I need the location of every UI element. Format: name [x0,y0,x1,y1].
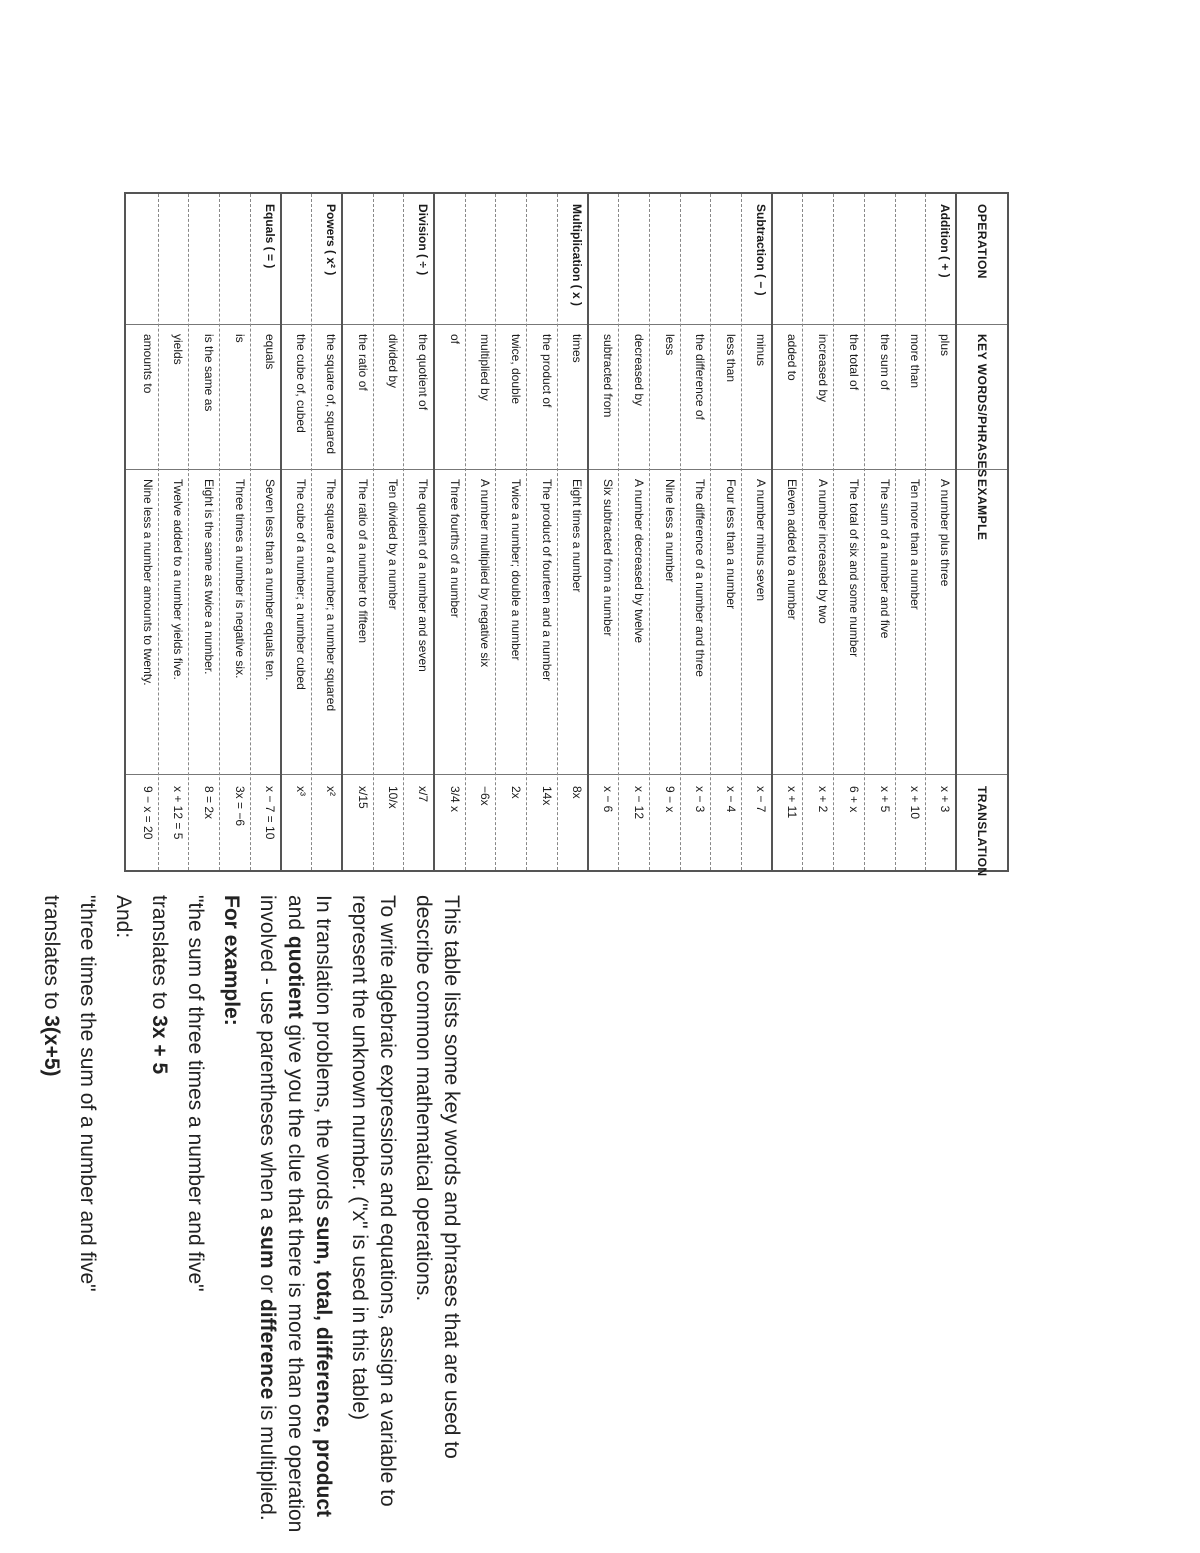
translation-cell: 10/x [386,786,401,809]
keyword-cell: increased by [816,334,831,403]
example-cell: A number minus seven [753,479,768,602]
translation-cell: x − 7 = 10 [262,786,277,840]
clue-keyword-difference: difference [256,1298,279,1400]
table-row [650,194,681,870]
example-one-quote: "the sum of three times a number and five" [184,895,207,1292]
table-row [159,194,190,870]
clue-text: is multiplied. [256,1399,279,1521]
example-one-translation [145,895,173,1535]
table-row [865,194,896,870]
clue-text: or [256,1268,279,1299]
example-cell: Eight times a number [569,479,584,593]
table-row [711,194,742,870]
translation-cell: x/7 [416,786,431,803]
clue-text: give you the clue that there is more than one operation involved - use parentheses when a [256,895,307,1533]
table-row [558,194,589,870]
clue-keywords: sum, total, difference, product [312,1216,335,1518]
keyword-cell: subtracted from [601,334,616,418]
keyword-cell: the difference of [693,334,708,420]
table-row [374,194,405,870]
keyword-cell: equals [262,334,277,370]
example-cell: The sum of a number and five [877,479,892,639]
example-cell: The ratio of a number to fifteen [355,479,370,644]
table-row [619,194,650,870]
translation-cell: x − 3 [693,786,708,813]
example-cell: The quotient of a number and seven [416,479,431,672]
operation-cell: Addition ( + ) [938,204,952,278]
translation-cell: 14x [539,786,554,806]
table-row [742,194,773,870]
operation-cell: Subtraction ( − ) [753,204,768,296]
keyword-cell: minus [753,334,768,367]
table-row [128,194,159,870]
keyword-cell: multiplied by [478,334,493,401]
translation-cell: x + 2 [816,786,831,813]
keyword-cell: times [569,334,584,363]
translation-cell: x² [323,786,338,796]
translation-cell: 2x [509,786,524,799]
example-cell: The product of fourteen and a number [539,479,554,682]
example-cell: Nine less a number amounts to twenty. [140,479,155,686]
keyword-cell: the ratio of [355,334,370,391]
example-cell: Six subtracted from a number [601,479,616,637]
example-cell: Ten more than a number [908,479,923,610]
translates-label: translates to [40,895,63,1016]
translates-label: translates to [148,895,171,1016]
example-cell: Twice a number; double a number [509,479,524,661]
example-one-expression: 3x + 5 [148,1015,171,1075]
table-row [404,194,435,870]
table-row [834,194,865,870]
example-cell: Seven less than a number equals ten. [262,479,277,681]
operation-cell: Powers ( x² ) [323,204,338,276]
table-row [773,194,804,870]
table-row [496,194,527,870]
example-two-translation [37,895,65,1535]
keyword-cell: more than [908,334,923,389]
keyword-cell: amounts to [140,334,155,394]
table-row [189,194,220,870]
header-example: EXAMPLE [975,479,989,541]
table-row [681,194,712,870]
example-cell: A number multiplied by negative six [478,479,493,668]
translation-cell: x − 12 [631,786,646,820]
keywords-table [124,192,1009,877]
table-row [435,194,466,870]
table-row [251,194,282,870]
header-translation: TRANSLATION [975,786,989,877]
clue-text: and [284,895,307,936]
translation-cell: 8 = 2x [202,786,217,820]
clue-text: In translation problems, the words [312,895,335,1216]
keyword-cell: twice, double [509,334,524,405]
table-row [282,194,313,870]
translation-cell: x + 10 [908,786,923,820]
example-cell: The difference of a number and three [693,479,708,677]
operation-cell: Division ( ÷ ) [416,204,431,276]
variable-paragraph: To write algebraic expressions and equations, assign a variable to represent the unknown number. ("x" is used in this table) [348,895,399,1507]
translation-cell: x + 12 = 5 [171,786,186,840]
keyword-cell: the square of, squared [323,334,338,455]
example-cell: Ten divided by a number [386,479,401,610]
table-row [312,194,343,870]
keyword-cell: the cube of, cubed [294,334,309,433]
translation-cell: x³ [294,786,309,796]
example-cell: Twelve added to a number yields five. [171,479,186,680]
translation-cell: x + 11 [785,786,800,819]
explanation-text [29,895,465,1535]
translation-cell: x/15 [355,786,370,809]
example-two-quote: "three times the sum of a number and five" [76,895,99,1292]
and-label: And: [112,895,135,939]
example-cell: A number increased by two [816,479,831,624]
table-row [527,194,558,870]
table-row [926,194,957,870]
clue-keyword-quotient: quotient [284,935,307,1019]
keyword-cell: decreased by [631,334,646,407]
translation-cell: −6x [478,786,493,806]
example-cell: A number decreased by twelve [631,479,646,644]
header-keywords: KEY WORDS/PHRASES [975,334,989,478]
operation-cell: Multiplication ( x ) [569,204,584,306]
intro-paragraph: This table lists some key words and phrases that are used to describe common mathematical operations. [412,895,463,1459]
keyword-cell: divided by [386,334,401,389]
example-cell: Nine less a number [662,479,677,583]
translation-cell: 6 + x [846,786,861,813]
keyword-cell: less than [724,334,739,383]
translation-cell: x + 3 [938,786,952,813]
keyword-cell: plus [938,334,952,357]
example-cell: Three times a number is negative six. [232,479,247,679]
example-cell: The cube of a number; a number cubed [294,479,309,690]
table-row [896,194,927,870]
keyword-cell: the quotient of [416,334,431,411]
translation-cell: x − 7 [753,786,768,813]
translation-cell: 3/4 x [447,786,462,813]
table-row [466,194,497,870]
for-example-heading: For example: [220,895,243,1026]
keyword-cell: the sum of [877,334,892,391]
table-row [803,194,834,870]
table-row [589,194,620,870]
keyword-cell: of [447,334,462,345]
example-cell: A number plus three [938,479,952,587]
operation-cell: Equals ( = ) [262,204,277,269]
translation-cell: 9 − x = 20 [140,786,155,840]
clue-keyword-sum: sum [256,1225,279,1269]
translation-cell: x + 5 [877,786,892,813]
translation-cell: 8x [569,786,584,799]
keyword-cell: the total of [846,334,861,391]
keyword-cell: is [232,334,247,343]
keyword-cell: less [662,334,677,356]
table-row [220,194,251,870]
header-operation: OPERATION [975,204,989,279]
example-cell: Eight is the same as twice a number. [202,479,217,675]
keyword-cell: yields [171,334,186,365]
translation-cell: x − 4 [724,786,739,813]
clue-paragraph [253,895,337,1535]
example-cell: The total of six and some number [846,479,861,658]
translation-cell: 3x = −6 [232,786,247,827]
example-cell: Three fourths of a number [447,479,462,618]
example-cell: Eleven added to a number [785,479,800,620]
keyword-cell: the product of [539,334,554,408]
example-cell: Four less than a number [724,479,739,610]
example-cell: The square of a number; a number squared [323,479,338,712]
translation-cell: 9 − x [662,786,677,813]
translation-cell: x − 6 [601,786,616,813]
keyword-cell: is the same as [202,334,217,412]
keyword-cell: added to [785,334,800,381]
table-row [343,194,374,870]
example-two-expression: 3(x+5) [40,1015,63,1077]
